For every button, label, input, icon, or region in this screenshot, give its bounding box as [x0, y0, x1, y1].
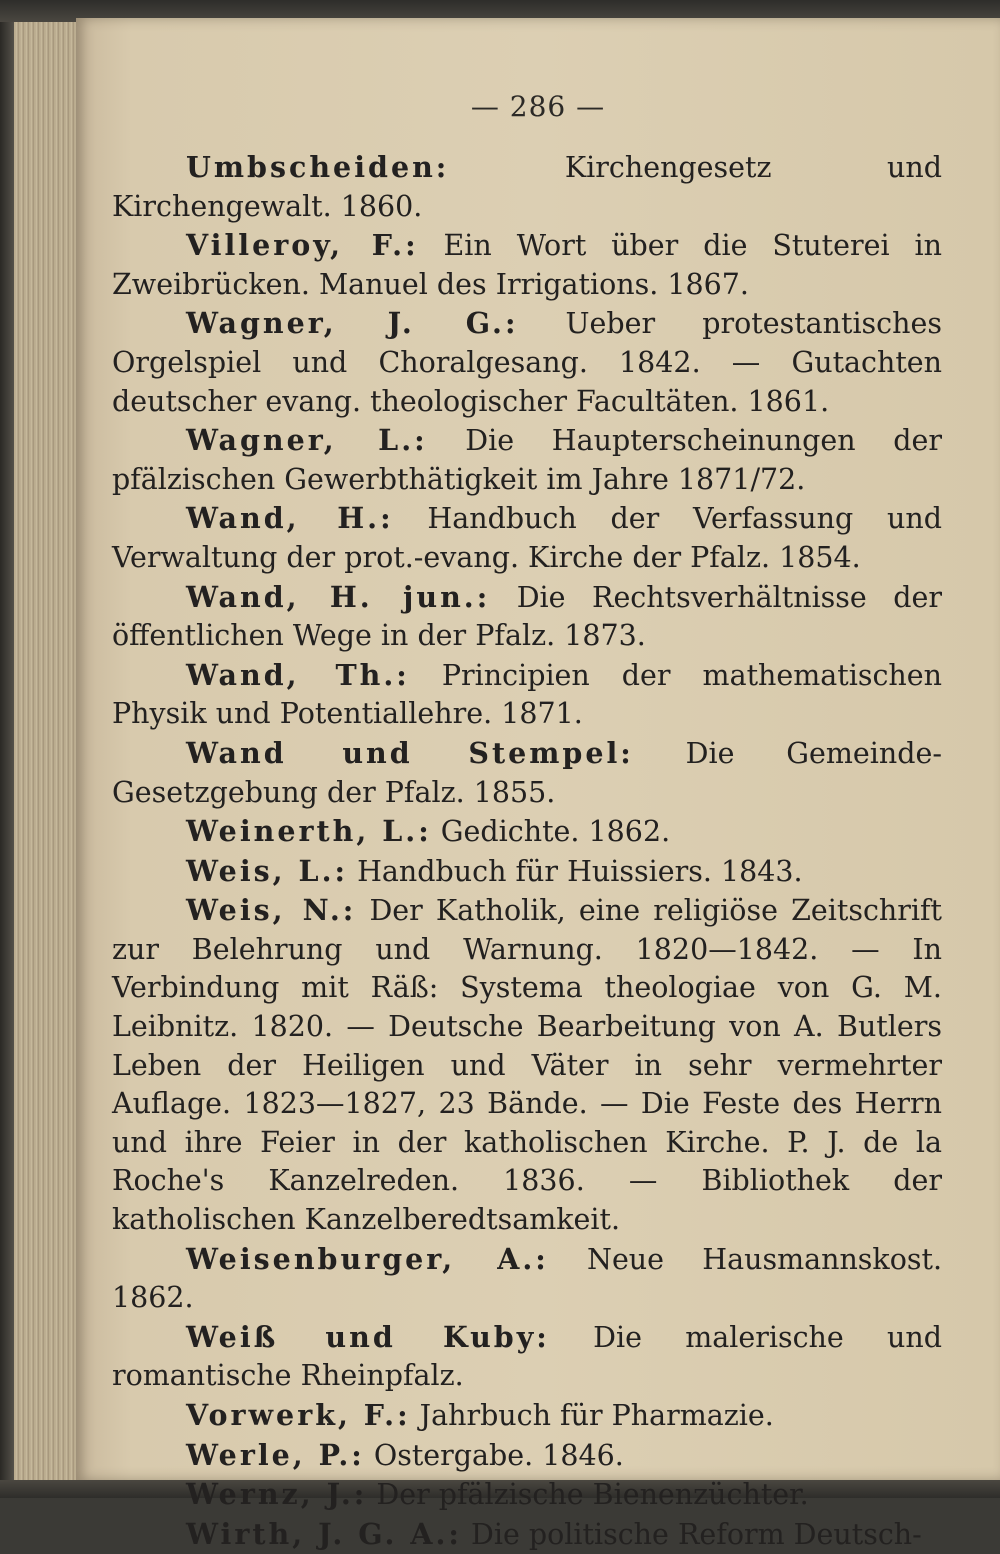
entry	[112, 656, 942, 734]
entry	[112, 734, 942, 812]
entry-author: Weis, L.:	[186, 853, 349, 888]
entry-text: Handbuch der Verfassung und Verwaltung der prot.-evang. Kirche der Pfalz. 1854.	[112, 502, 942, 574]
entry	[112, 1240, 942, 1318]
entry-text: Der pfälzische Bienenzüchter.	[367, 1478, 809, 1512]
entry	[112, 304, 942, 421]
entry-author: Wirth, J. G. A.:	[186, 1516, 462, 1551]
bibliography-entries	[112, 148, 942, 1554]
entry-text: Principien der mathematischen Physik und Potentiallehre. 1871.	[112, 658, 942, 731]
entry	[112, 852, 942, 892]
entry	[112, 891, 942, 1239]
entry-text: Der Katholik, eine religiöse Zeitschrift zur Belehrung und Warnung. 1820—1842. — In Verbindung mit Räß: Systema theologiae von G. M. Leibnitz. 1820. — Deutsche Bearbeitung von A. Butlers Leben der Heiligen und Väter in sehr vermehrter Auflage. 1823—1827, 23 Bände. — Die Feste des Herrn und ihre Feier in der katholischen Kirche. P. J. de la Roche's Kanzelreden. 1836. — Bibliothek der katholischen Kanzelberedtsamkeit.	[112, 894, 943, 1237]
entry-author: Weiß und Kuby:	[186, 1319, 550, 1354]
entry	[112, 421, 942, 499]
entry-author: Wand, H. jun.:	[186, 579, 491, 614]
entry-text: Gedichte. 1862.	[431, 815, 671, 849]
entry	[112, 1396, 942, 1436]
entry-text: Ueber protestantisches Orgelspiel und Choralgesang. 1842. — Gutachten deutscher evang. theologischer Facultäten. 1861.	[112, 307, 942, 418]
entry-author: Wagner, J. G.:	[186, 306, 519, 341]
entry-text: Die Haupterscheinungen der pfälzischen Gewerbthätigkeit im Jahre 1871/72.	[112, 424, 942, 496]
entry	[112, 1475, 942, 1515]
entry-text: Die politische Reform Deutsch-	[461, 1517, 922, 1551]
entry-author: Wand, H.:	[186, 501, 394, 536]
entry-text: Jahrbuch für Pharmazie.	[410, 1399, 774, 1432]
entry-author: Weinerth, L.:	[186, 814, 432, 849]
entry-text: Neue Hausmannskost. 1862.	[112, 1242, 943, 1315]
entry-author: Umbscheiden:	[186, 150, 450, 184]
entry-author: Werle, P.:	[186, 1437, 365, 1472]
entry-text: Die malerische und romantische Rheinpfalz.	[112, 1320, 942, 1393]
entry	[112, 226, 942, 304]
entry-text: Die Gemeinde-Gesetzgebung der Pfalz. 1855.	[112, 736, 942, 809]
entry-author: Wagner, L.:	[186, 423, 428, 458]
entry-text: Kirchengesetz und Kirchengewalt. 1860.	[112, 151, 942, 223]
entry-text: Die Rechtsverhältnisse der öffentlichen Wege in der Pfalz. 1873.	[112, 580, 942, 653]
entry-text: Handbuch für Huissiers. 1843.	[348, 854, 803, 888]
entry	[112, 1436, 942, 1476]
entry	[112, 1318, 942, 1396]
page-number: — 286 —	[470, 90, 606, 123]
book-page-edges	[0, 0, 80, 1498]
entry	[112, 1515, 942, 1554]
entry-author: Weis, N.:	[186, 893, 357, 928]
entry	[112, 148, 942, 226]
entry	[112, 578, 942, 656]
entry-author: Villeroy, F.:	[186, 228, 419, 263]
entry-author: Weisenburger, A.:	[186, 1241, 549, 1276]
entry	[112, 812, 942, 852]
entry-author: Wand und Stempel:	[186, 735, 634, 770]
entry-author: Wand, Th.:	[186, 657, 410, 692]
entry	[112, 499, 942, 577]
entry-text: Ostergabe. 1846.	[364, 1438, 624, 1472]
entry-author: Wernz, J.:	[186, 1477, 368, 1512]
entry-text: Ein Wort über die Stuterei in Zweibrücken. Manuel des Irrigations. 1867.	[112, 229, 942, 301]
entry-author: Vorwerk, F.:	[186, 1398, 411, 1432]
